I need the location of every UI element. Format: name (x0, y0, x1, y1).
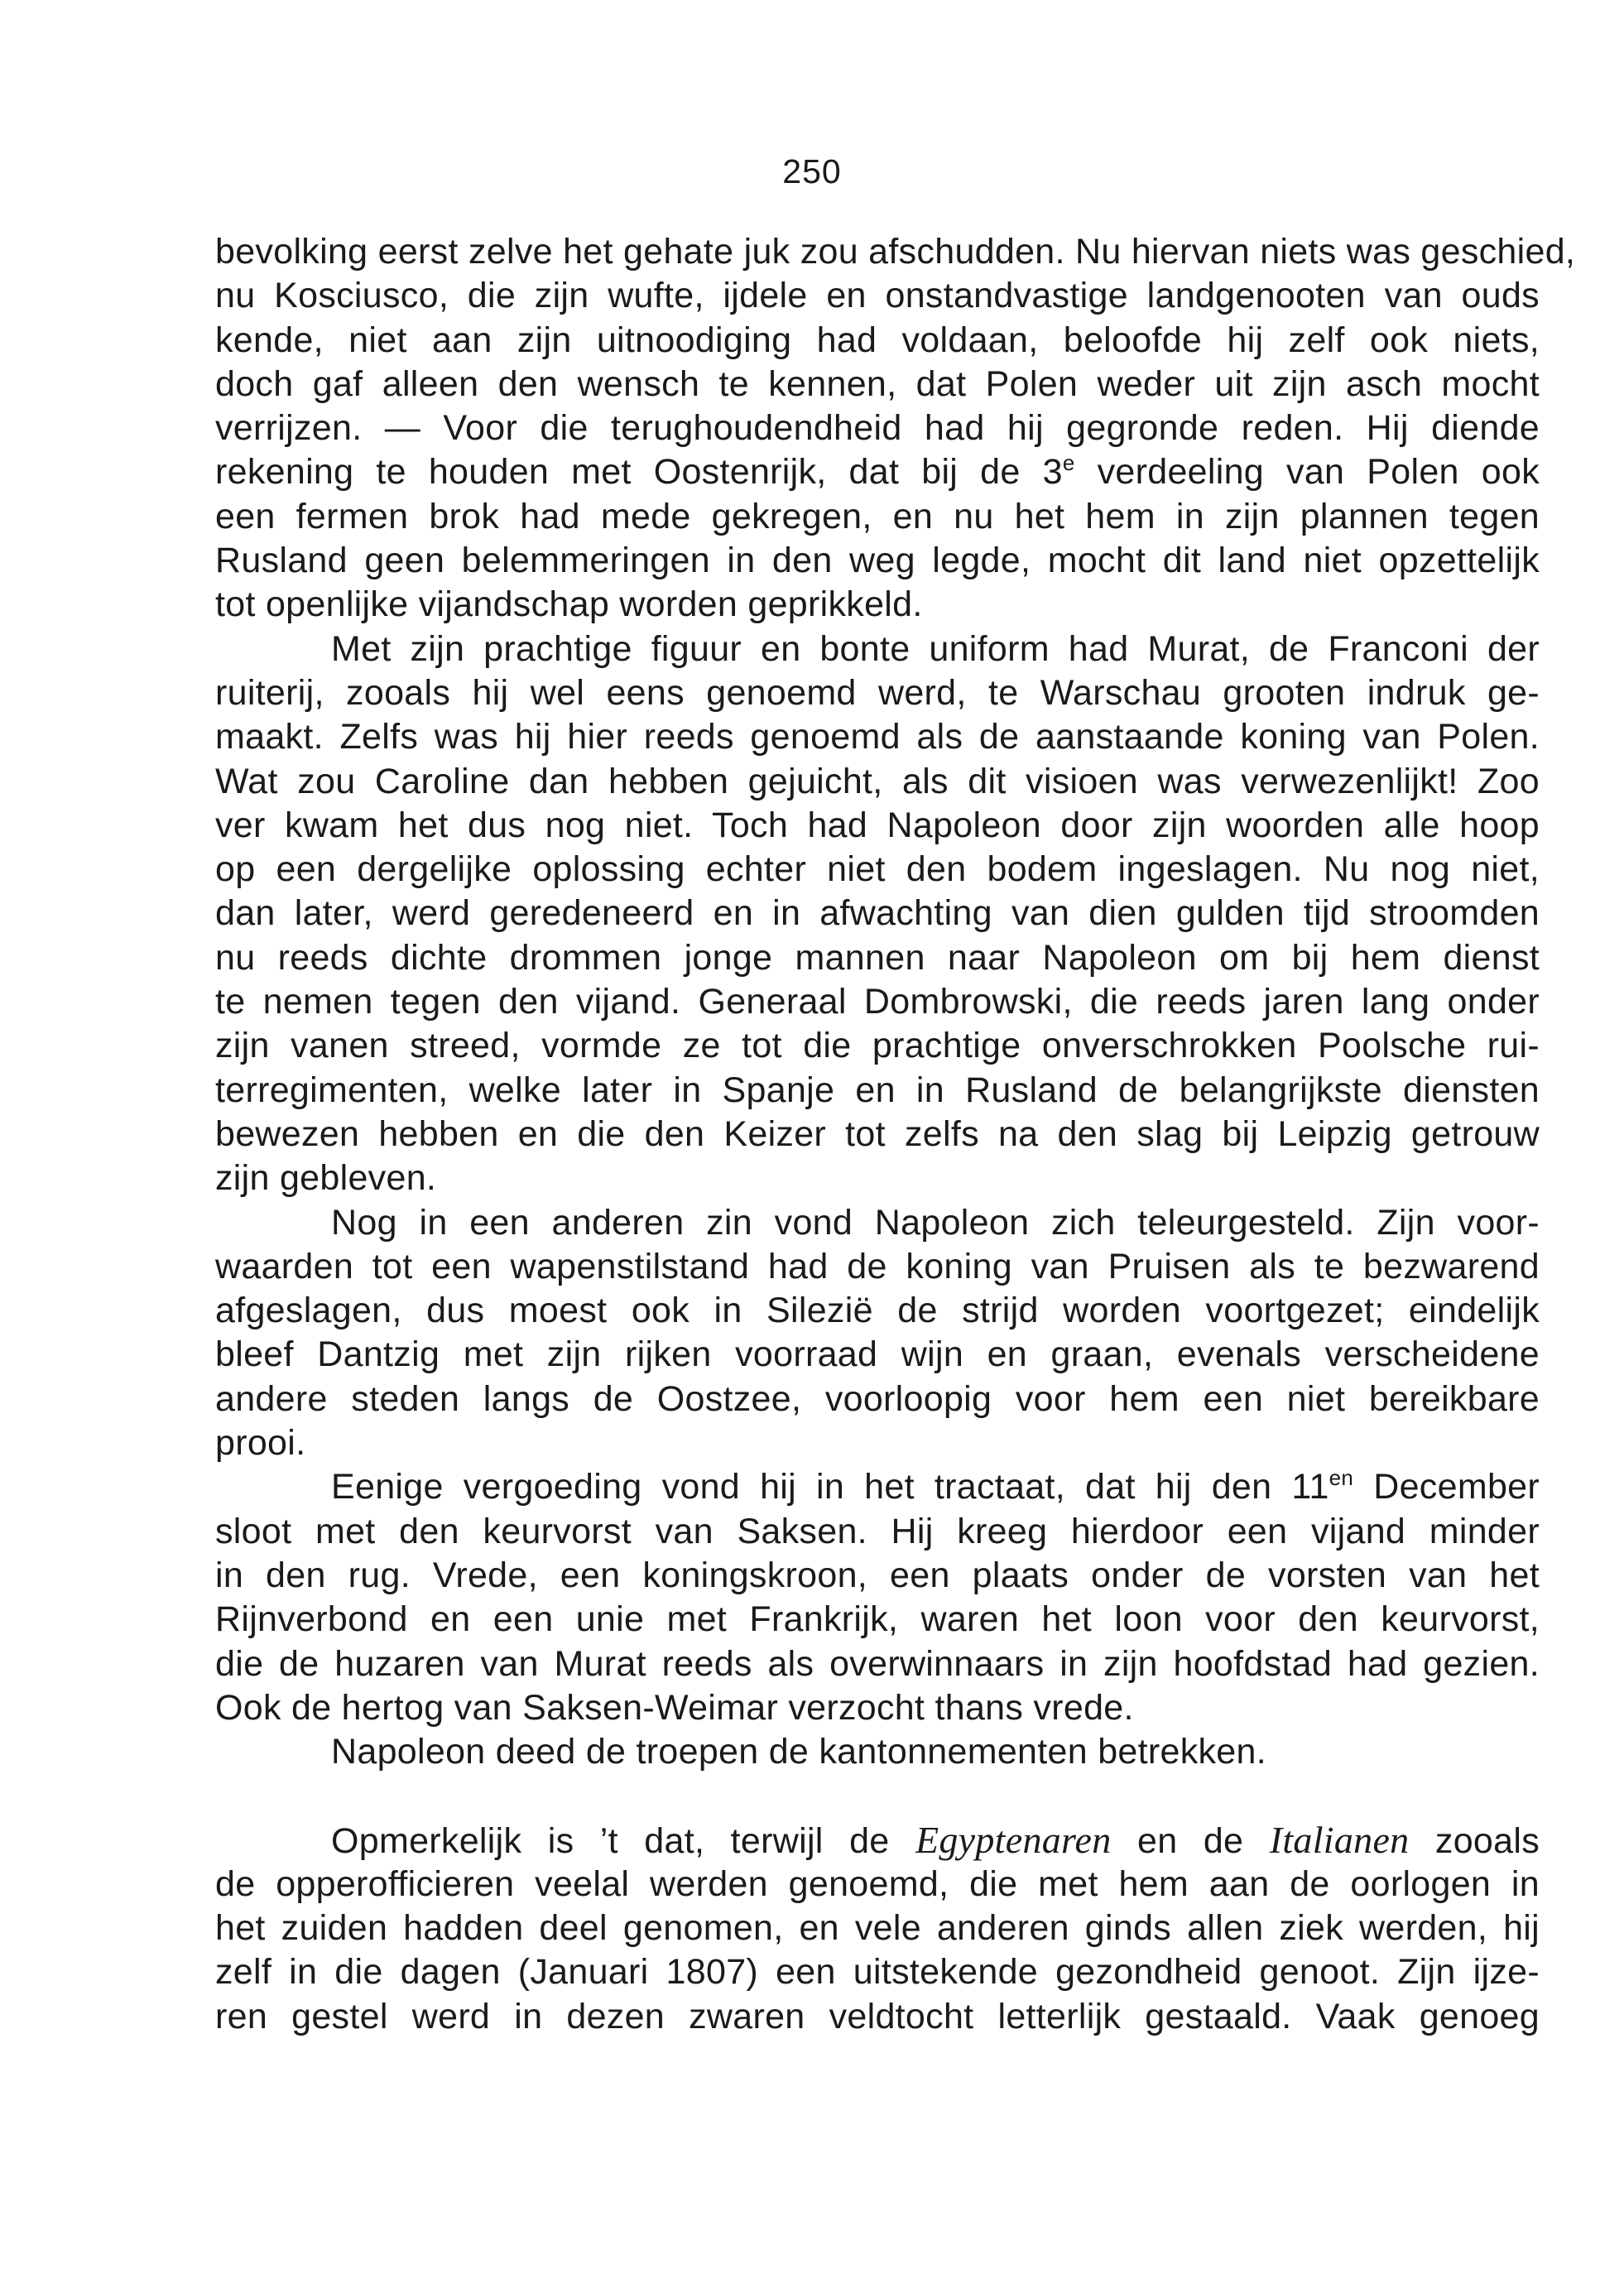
text-line: op een dergelijke oplossing echter niet den bodem ingeslagen. Nu nog niet, (215, 849, 1540, 890)
paragraph-2 (215, 627, 1540, 1201)
text-line: dan later, werd geredeneerd en in afwachting van dien gulden tijd stroomden (215, 893, 1540, 934)
text-line: Wat zou Caroline dan hebben gejuicht, als dit visioen was verwezenlijkt! Zoo (215, 761, 1540, 801)
text-line: Ook de hertog van Saksen-Weimar verzocht thans vrede. (215, 1687, 1134, 1728)
text-line: sloot met den keurvorst van Saksen. Hij kreeg hierdoor een vijand minder (215, 1511, 1540, 1551)
text-line: te nemen tegen den vijand. Generaal Dombrowski, die reeds jaren lang onder (215, 982, 1540, 1022)
text-line: maakt. Zelfs was hij hier reeds genoemd als de aanstaande koning van Polen. (215, 717, 1540, 757)
text-line: ruiterij, zooals hij wel eens genoemd werd, te Warschau grooten indruk ge- (215, 672, 1540, 713)
text-line: bewezen hebben en die den Keizer tot zelfs na den slag bij Leipzig getrouw (215, 1113, 1540, 1154)
italic-term: Egyptenaren (915, 1819, 1112, 1862)
text-line: bleef Dantzig met zijn rijken voorraad wijn en graan, evenals verscheidene (215, 1334, 1540, 1375)
text-line: bevolking eerst zelve het gehate juk zou afschudden. Nu hiervan niets was geschied, (215, 232, 1576, 272)
text-line: Rusland geen belemmeringen in den weg legde, mocht dit land niet opzettelijk (215, 541, 1540, 581)
text-segment: December (1353, 1467, 1540, 1507)
text-line: Nog in een anderen zin vond Napoleon zich teleurgesteld. Zijn voor- (331, 1202, 1540, 1243)
text-line: terregimenten, welke later in Spanje en in Rusland de belangrijkste diensten (215, 1070, 1540, 1110)
text-line: het zuiden hadden deel genomen, en vele anderen ginds allen ziek werden, hij (215, 1907, 1540, 1948)
text-segment: Opmerkelijk is ’t dat, terwijl de (331, 1821, 915, 1862)
text-line (215, 450, 1540, 494)
text-line: doch gaf alleen den wensch te kennen, dat Polen weder uit zijn asch mocht (215, 363, 1540, 404)
text-line: ren gestel werd in dezen zwaren veldtocht letterlijk gestaald. Vaak genoeg (215, 1996, 1540, 2036)
text-line: ver kwam het dus nog niet. Toch had Napoleon door zijn woorden alle hoop (215, 805, 1540, 845)
text-line: tot openlijke vijandschap worden geprikkeld. (215, 584, 923, 625)
body-text (215, 230, 1576, 2039)
paragraph-3 (215, 1201, 1540, 1466)
text-line: Rijnverbond en een unie met Frankrijk, waren het loon voor den keurvorst, (215, 1599, 1540, 1640)
text-line: waarden tot een wapenstilstand had de koning van Pruisen als te bezwarend (215, 1246, 1540, 1286)
text-line: de opperofficieren veelal werden genoemd, die met hem aan de oorlogen in (215, 1863, 1540, 1904)
text-segment: rekening te houden met Oostenrijk, dat bij de 3 (215, 452, 1063, 493)
text-line: die de huzaren van Murat reeds als overwinnaars in zijn hoofdstad had gezien. (215, 1643, 1540, 1684)
text-segment: Eenige vergoeding vond hij in het tractaat, dat hij den 11 (331, 1467, 1329, 1507)
paragraph-6 (215, 1818, 1540, 2038)
text-line: Met zijn prachtige figuur en bonte uniform had Murat, de Franconi der (331, 628, 1540, 669)
text-line (215, 1818, 1540, 1862)
page-number: 250 (782, 152, 842, 190)
section-spacer (215, 1774, 1540, 1818)
paragraph-5 (215, 1730, 1540, 1774)
text-line: nu Kosciusco, die zijn wufte, ijdele en onstandvastige landgenooten van ouds (215, 276, 1540, 316)
text-line (215, 1465, 1540, 1509)
text-segment: en de (1111, 1821, 1270, 1862)
paragraph-1 (215, 230, 1576, 627)
text-line: zijn vanen streed, vormde ze tot die prachtige onverschrokken Poolsche rui- (215, 1026, 1540, 1066)
superscript: e (1062, 450, 1075, 476)
text-line: kende, niet aan zijn uitnoodiging had voldaan, beloofde hij zelf ook niets, (215, 320, 1540, 360)
text-line: zelf in die dagen (Januari 1807) een uitstekende gezondheid genoot. Zijn ijze- (215, 1952, 1540, 1993)
text-line: zijn gebleven. (215, 1158, 437, 1199)
paragraph-4 (215, 1465, 1540, 1730)
text-line: Napoleon deed de troepen de kantonnementen betrekken. (331, 1732, 1266, 1772)
text-segment: zooals (1409, 1821, 1540, 1862)
superscript: en (1329, 1465, 1354, 1491)
text-line: andere steden langs de Oostzee, voorloopig voor hem een niet bereikbare (215, 1378, 1540, 1419)
text-segment: verdeeling van Polen ook (1074, 452, 1540, 493)
text-line: een fermen brok had mede gekregen, en nu het hem in zijn plannen tegen (215, 496, 1540, 536)
text-line: afgeslagen, dus moest ook in Silezië de strijd worden voortgezet; eindelijk (215, 1291, 1540, 1331)
text-line: prooi. (215, 1423, 306, 1464)
text-line: in den rug. Vrede, een koningskroon, een plaats onder de vorsten van het (215, 1555, 1540, 1595)
italic-term: Italianen (1269, 1819, 1410, 1862)
text-line: verrijzen. — Voor die terughoudendheid had hij gegronde reden. Hij diende (215, 408, 1540, 449)
text-line: nu reeds dichte drommen jonge mannen naar Napoleon om bij hem dienst (215, 937, 1540, 978)
